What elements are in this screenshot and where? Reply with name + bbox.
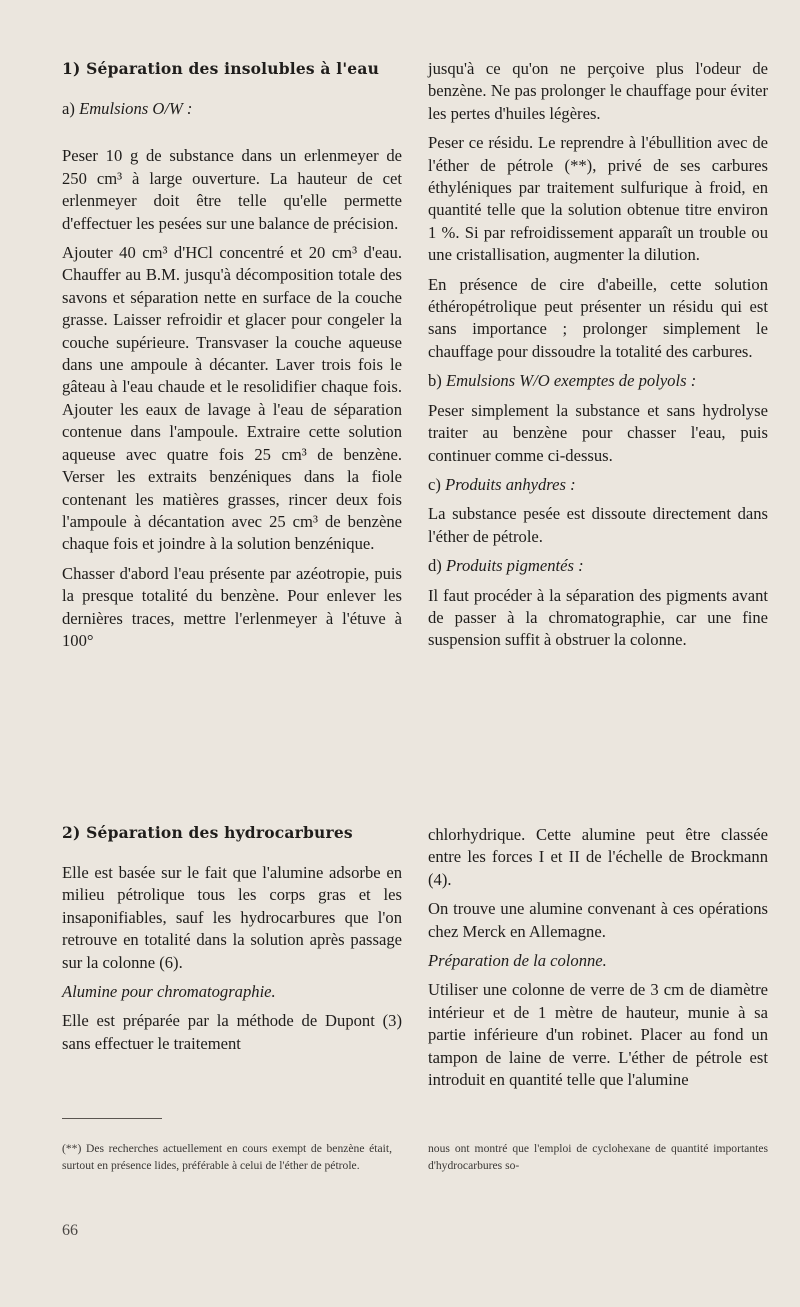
subheading-preparation: Préparation de la colonne. [428, 951, 607, 971]
subheading-b-label: b) [428, 371, 442, 391]
paragraph: Utiliser une colonne de verre de 3 cm de diamètre intérieur et de 1 mètre de hauteur, munie à sa partie inférieure d'un robinet. Placer au fond un tampon de laine de verre. L'éther de pétrole est introduit en quantité telle que l'alumine [428, 980, 768, 1090]
column-top-right [428, 58, 768, 659]
subheading-a-title: Emulsions O/W : [79, 99, 193, 118]
subheading-c-label: c) [428, 474, 441, 494]
paragraph: Elle est basée sur le fait que l'alumine adsorbe en milieu pétrolique tous les corps gras et les insaponifiables, sauf les hydrocarbures que l'on retrouve en totalité dans la solution après passage sur la colonne (6). [62, 863, 402, 972]
subheading-a [62, 98, 402, 120]
section-2-heading: 2) Séparation des hydrocarbures [62, 823, 353, 842]
section-1-heading: 1) Séparation des insolubles à l'eau [62, 59, 380, 78]
paragraph: Peser simplement la substance et sans hydrolyse traiter au benzène pour chasser l'eau, puis continuer comme ci-dessus. [428, 400, 768, 465]
paragraph: Ajouter 40 cm³ d'HCl concentré et 20 cm³ d'eau. Chauffer au B.M. jusqu'à décomposition totale des savons et séparation nette en surface de la couche grasse. Laisser refroidir et glacer pour congeler la couche supérieure. Transvaser la couche aqueuse dans une ampoule à décanter. Laver trois fois le gâteau à l'eau chaude et le resolidifier chaque fois. Ajouter les eaux de lavage à l'eau de séparation contenue dans l'ampoule. Extraire cette solution aqueuse avec quatre fois 25 cm³ de benzène. Verser les extraits benzéniques dans la fiole contenant les matières grasses, rincer deux fois l'ampoule à décantation avec 25 cm³ de benzène chaque fois et joindre à la solution benzénique. [62, 243, 402, 554]
footnote-divider [62, 1118, 162, 1119]
subheading-c-title: Produits anhydres : [445, 474, 576, 494]
subheading-alumine: Alumine pour chromatographie. [62, 982, 276, 1002]
paragraph: On trouve une alumine convenant à ces opérations chez Merck en Allemagne. [428, 899, 768, 941]
paragraph: Peser 10 g de substance dans un erlenmeyer de 250 cm³ à large ouverture. La hauteur de cet erlenmeyer doit être telle qu'elle permette d'effectuer les pesées sur une balance de précision. [62, 146, 402, 233]
subheading-d [428, 555, 768, 577]
page-number: 66 [62, 1222, 78, 1239]
subheading-d-title: Produits pigmentés : [445, 556, 584, 576]
subheading-b-title: Emulsions W/O exemptes de polyols : [445, 371, 697, 391]
column-bottom-right [428, 824, 768, 1098]
paragraph: Il faut procéder à la séparation des pigments avant de passer à la chromatographie, car une fine suspension suffit à obstruer la colonne. [428, 585, 768, 650]
subheading-a-label: a) [62, 99, 75, 118]
paragraph: La substance pesée est dissoute directement dans l'éther de pétrole. [428, 504, 768, 546]
footnote-right: nous ont montré que l'emploi de cyclohexane de quantité importantes d'hydrocarbures so- [428, 1142, 768, 1172]
paragraph: jusqu'à ce qu'on ne perçoive plus l'odeur de benzène. Ne pas prolonger le chauffage pour éviter les pertes d'huiles légères. [428, 59, 768, 123]
paragraph: Chasser d'abord l'eau présente par azéotropie, puis la presque totalité du benzène. Pour enlever les dernières traces, mettre l'erlenmeyer à l'étuve à 100° [62, 563, 402, 650]
footnote-left: (**) Des recherches actuellement en cours exempt de benzène était, surtout en présence lides, préférable à celui de l'éther de pétrole. [62, 1142, 392, 1172]
subheading-b [428, 370, 768, 392]
paragraph: chlorhydrique. Cette alumine peut être classée entre les forces I et II de l'échelle de Brockmann (4). [428, 825, 768, 889]
subheading-d-label: d) [428, 556, 442, 576]
subheading-c [428, 474, 768, 496]
paragraph: En présence de cire d'abeille, cette solution éthéropétrolique peut présenter un résidu qui est sans importance ; prolonger simplement le chauffage pour dissoudre la totalité des carbures. [428, 274, 768, 361]
column-top-left [62, 58, 402, 659]
paragraph: Peser ce résidu. Le reprendre à l'ébullition avec de l'éther de pétrole (**), privé de ses carbures éthyléniques par traitement sulfurique à froid, en quantité telle que la solution obtenue titre environ 1 %. Si par refroidissement apparaît un trouble ou une cristallisation, augmenter la dilution. [428, 133, 768, 265]
column-bottom-left [62, 822, 402, 1062]
paragraph: Elle est préparée par la méthode de Dupont (3) sans effectuer le traitement [62, 1011, 402, 1053]
